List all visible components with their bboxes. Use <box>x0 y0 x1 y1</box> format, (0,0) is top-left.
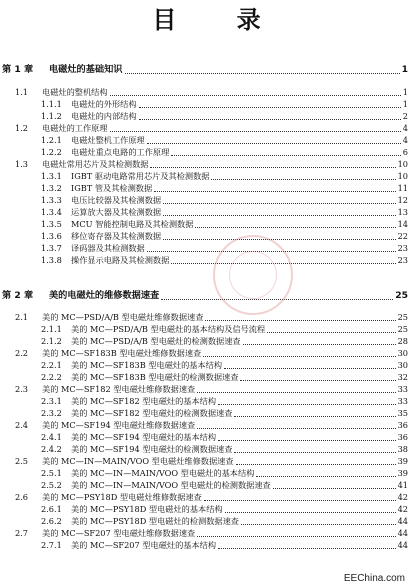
toc-number: 2.2.1 <box>41 360 62 370</box>
toc-number: 1.3.2 <box>41 183 62 193</box>
toc-page-number: 11 <box>397 183 408 193</box>
toc-title: IGBT 管及其检测数据 <box>71 183 153 193</box>
toc-chapter <box>0 288 413 302</box>
toc-leader-dots <box>163 239 396 240</box>
toc-subsection <box>0 254 413 266</box>
toc-subsection <box>0 371 413 383</box>
toc-page-number: 35 <box>397 408 408 418</box>
toc-title: 美的 MC—IN—MAIN/VOO 型电磁灶的基本结构 <box>71 468 255 478</box>
toc-number: 1.3.8 <box>41 255 62 265</box>
toc-title: 美的 MC—IN—MAIN/VOO 型电磁灶的检测数据速查 <box>71 480 271 490</box>
toc-title: 美的 MC—SF183B 型电磁灶维修数据速查 <box>42 348 202 358</box>
toc-leader-dots <box>110 131 401 132</box>
toc-number: 1.3.3 <box>41 195 62 205</box>
toc-page-number: 23 <box>397 243 408 253</box>
toc-number: 第 2 章 <box>2 290 34 301</box>
toc-title: 电磁灶常用芯片及其检测数据 <box>42 159 149 169</box>
page-title: 目 录 <box>152 5 287 34</box>
toc-title: 美的 MC—SF194 型电磁灶的基本结构 <box>71 432 217 442</box>
toc-leader-dots <box>273 488 396 489</box>
toc-leader-dots <box>163 203 396 204</box>
toc-page-number: 30 <box>397 360 408 370</box>
toc-leader-dots <box>147 143 401 144</box>
toc-subsection <box>0 242 413 254</box>
toc-subsection <box>0 323 413 335</box>
toc-title: 美的 MC—IN—MAIN/VOO 型电磁灶维修数据速查 <box>42 456 234 466</box>
toc-number: 2.6.1 <box>41 504 62 514</box>
toc-subsection <box>0 431 413 443</box>
toc-number: 2.4 <box>15 420 29 430</box>
toc-leader-dots <box>236 464 396 465</box>
toc-leader-dots <box>154 191 395 192</box>
toc-number: 1.2 <box>15 123 29 133</box>
toc-number: 1.1.1 <box>41 99 62 109</box>
toc-leader-dots <box>203 356 395 357</box>
toc-page-number: 42 <box>397 492 408 502</box>
toc-page-number: 14 <box>397 219 408 229</box>
toc-page-number: 23 <box>397 255 408 265</box>
toc-section <box>0 491 413 503</box>
toc-page-number: 6 <box>402 147 408 157</box>
toc-title: MCU 智能控制电路及其检测数据 <box>71 219 194 229</box>
toc-leader-dots <box>256 476 395 477</box>
toc-page-number: 33 <box>397 396 408 406</box>
toc-section <box>0 158 413 170</box>
toc-title: 美的 MC—SF183B 型电磁灶的基本结构 <box>71 360 223 370</box>
toc-title: 美的 MC—SF183B 型电磁灶的检测数据速查 <box>71 372 239 382</box>
toc-title: 美的 MC—PSD/A/B 型电磁灶的检测数据速查 <box>71 336 241 346</box>
toc-subsection <box>0 395 413 407</box>
toc-page-number: 22 <box>397 231 408 241</box>
toc-leader-dots <box>243 344 396 345</box>
toc-leader-dots <box>218 404 396 405</box>
toc-subsection <box>0 443 413 455</box>
toc-page-number: 4 <box>402 135 408 145</box>
toc-title: 电磁灶的工作原理 <box>42 123 108 133</box>
toc-section <box>0 311 413 323</box>
toc-title: 电磁灶的外形结构 <box>71 99 137 109</box>
toc-page-number: 1 <box>402 99 408 109</box>
toc-section <box>0 455 413 467</box>
toc-leader-dots <box>110 95 401 96</box>
toc-title: 美的 MC—SF182 型电磁灶的检测数据速查 <box>71 408 233 418</box>
toc-section <box>0 347 413 359</box>
toc-page-number: 32 <box>397 372 408 382</box>
toc-page-number: 25 <box>397 324 408 334</box>
toc-title: 美的 MC—SF182 型电磁灶的基本结构 <box>71 396 217 406</box>
toc-leader-dots <box>139 107 401 108</box>
toc-number: 2.1.1 <box>41 324 62 334</box>
toc-leader-dots <box>171 155 401 156</box>
toc-number: 1.2.1 <box>41 135 62 145</box>
toc-page-number: 39 <box>397 468 408 478</box>
toc-number: 2.6 <box>15 492 29 502</box>
toc-number: 2.5.2 <box>41 480 62 490</box>
toc-leader-dots <box>197 428 395 429</box>
toc-title: 美的 MC—SF182 型电磁灶维修数据速查 <box>42 384 196 394</box>
toc-leader-dots <box>211 179 395 180</box>
toc-page-number: 39 <box>397 456 408 466</box>
toc-leader-dots <box>163 215 396 216</box>
toc-leader-dots <box>197 392 395 393</box>
watermark: EEChina.com <box>343 573 405 584</box>
toc-subsection <box>0 218 413 230</box>
toc-title: IGBT 驱动电路常用芯片及其检测数据 <box>71 171 210 181</box>
toc-page-number: 44 <box>397 528 408 538</box>
toc-subsection <box>0 539 413 551</box>
toc-title: 美的 MC—PSY18D 型电磁灶的检测数据速查 <box>71 516 239 526</box>
toc-page-number: 25 <box>395 290 408 301</box>
toc-title: 美的 MC—PSY18D 型电磁灶的基本结构 <box>71 504 223 514</box>
toc-page-number: 41 <box>397 480 408 490</box>
toc-page-number: 1 <box>401 64 408 75</box>
toc-page-number: 10 <box>397 171 408 181</box>
toc-subsection <box>0 170 413 182</box>
toc-title: 美的电磁灶的维修数据速查 <box>49 290 160 301</box>
toc-number: 1.3 <box>15 159 29 169</box>
toc-page-number: 38 <box>397 444 408 454</box>
toc-leader-dots <box>197 536 395 537</box>
toc-subsection <box>0 479 413 491</box>
toc-number: 2.7.1 <box>41 540 62 550</box>
toc-title: 电磁灶整机工作原理 <box>71 135 145 145</box>
toc-subsection <box>0 503 413 515</box>
toc-subsection <box>0 467 413 479</box>
toc-page-number: 1 <box>402 87 408 97</box>
toc-leader-dots <box>125 73 400 74</box>
toc-page-number: 10 <box>397 159 408 169</box>
toc-title: 运算放大器及其检测数据 <box>71 207 162 217</box>
toc-title: 美的 MC—PSD/A/B 型电磁灶维修数据速查 <box>42 312 204 322</box>
toc-leader-dots <box>234 416 395 417</box>
toc-subsection <box>0 335 413 347</box>
toc-number: 1.3.1 <box>41 171 62 181</box>
toc-subsection <box>0 515 413 527</box>
toc-leader-dots <box>195 227 395 228</box>
toc-number: 1.2.2 <box>41 147 62 157</box>
toc-leader-dots <box>218 548 396 549</box>
toc-section <box>0 419 413 431</box>
toc-leader-dots <box>267 332 395 333</box>
toc-number: 2.3 <box>15 384 29 394</box>
toc-section <box>0 122 413 134</box>
toc-page-number: 12 <box>397 195 408 205</box>
toc-leader-dots <box>240 380 395 381</box>
toc-title: 美的 MC—SF207 型电磁灶维修数据速查 <box>42 528 196 538</box>
toc-leader-dots <box>234 452 395 453</box>
toc-subsection <box>0 194 413 206</box>
toc-title: 美的 MC—PSY18D 型电磁灶维修数据速查 <box>42 492 202 502</box>
toc-title: 电磁灶的内部结构 <box>71 111 137 121</box>
toc-page-number: 42 <box>397 504 408 514</box>
toc-leader-dots <box>150 167 395 168</box>
toc-number: 2.3.1 <box>41 396 62 406</box>
toc-page-number: 25 <box>397 312 408 322</box>
toc-title: 电磁灶的整机结构 <box>42 87 108 97</box>
toc-leader-dots <box>205 320 395 321</box>
toc-leader-dots <box>225 512 396 513</box>
toc-leader-dots <box>204 500 396 501</box>
seal-stamp <box>213 235 293 315</box>
toc-subsection <box>0 110 413 122</box>
toc-number: 1.1.2 <box>41 111 62 121</box>
toc-section <box>0 527 413 539</box>
toc-number: 2.5.1 <box>41 468 62 478</box>
toc-title: 电压比较器及其检测数据 <box>71 195 162 205</box>
toc-subsection <box>0 98 413 110</box>
toc-number: 1.3.7 <box>41 243 62 253</box>
toc-number: 2.1.2 <box>41 336 62 346</box>
toc-number: 2.4.2 <box>41 444 62 454</box>
toc-number: 1.3.6 <box>41 231 62 241</box>
toc-page-number: 4 <box>402 123 408 133</box>
toc-subsection <box>0 359 413 371</box>
toc-title: 美的 MC—SF207 型电磁灶的基本结构 <box>71 540 217 550</box>
toc-title: 移位寄存器及其检测数据 <box>71 231 162 241</box>
toc-section <box>0 383 413 395</box>
toc-number: 2.6.2 <box>41 516 62 526</box>
toc-subsection <box>0 230 413 242</box>
toc-page-number: 36 <box>397 420 408 430</box>
toc-page-number: 13 <box>397 207 408 217</box>
toc-subsection <box>0 146 413 158</box>
toc-leader-dots <box>241 524 396 525</box>
toc-title: 美的 MC—SF194 型电磁灶的检测数据速查 <box>71 444 233 454</box>
toc-subsection <box>0 206 413 218</box>
toc-subsection <box>0 182 413 194</box>
toc-number: 2.1 <box>15 312 29 322</box>
toc-page-number: 44 <box>397 516 408 526</box>
toc-number: 1.1 <box>15 87 29 97</box>
toc-title: 美的 MC—PSD/A/B 型电磁灶的基本结构及信号流程 <box>71 324 266 334</box>
toc-leader-dots <box>218 440 396 441</box>
toc-subsection <box>0 407 413 419</box>
toc-number: 2.7 <box>15 528 29 538</box>
toc-section <box>0 86 413 98</box>
toc-page-number: 44 <box>397 540 408 550</box>
toc-number: 2.5 <box>15 456 29 466</box>
toc-page-number: 30 <box>397 348 408 358</box>
toc-number: 1.3.5 <box>41 219 62 229</box>
toc-title: 电磁灶重点电路的工作原理 <box>71 147 170 157</box>
toc-number: 2.2 <box>15 348 29 358</box>
toc-number: 1.3.4 <box>41 207 62 217</box>
toc-title: 译码器及其检测数据 <box>71 243 145 253</box>
toc-subsection <box>0 134 413 146</box>
toc-title: 美的 MC—SF194 型电磁灶维修数据速查 <box>42 420 196 430</box>
toc-chapter <box>0 62 413 76</box>
toc-leader-dots <box>224 368 396 369</box>
toc-title: 操作显示电路及其检测数据 <box>71 255 170 265</box>
toc-number: 第 1 章 <box>2 64 34 75</box>
toc-number: 2.4.1 <box>41 432 62 442</box>
toc-title: 电磁灶的基础知识 <box>49 64 123 75</box>
toc-number: 2.3.2 <box>41 408 62 418</box>
toc-page-number: 28 <box>397 336 408 346</box>
toc-number: 2.2.2 <box>41 372 62 382</box>
toc-page-number: 33 <box>397 384 408 394</box>
toc-page-number: 36 <box>397 432 408 442</box>
toc-page-number: 2 <box>402 111 408 121</box>
toc-leader-dots <box>139 119 401 120</box>
